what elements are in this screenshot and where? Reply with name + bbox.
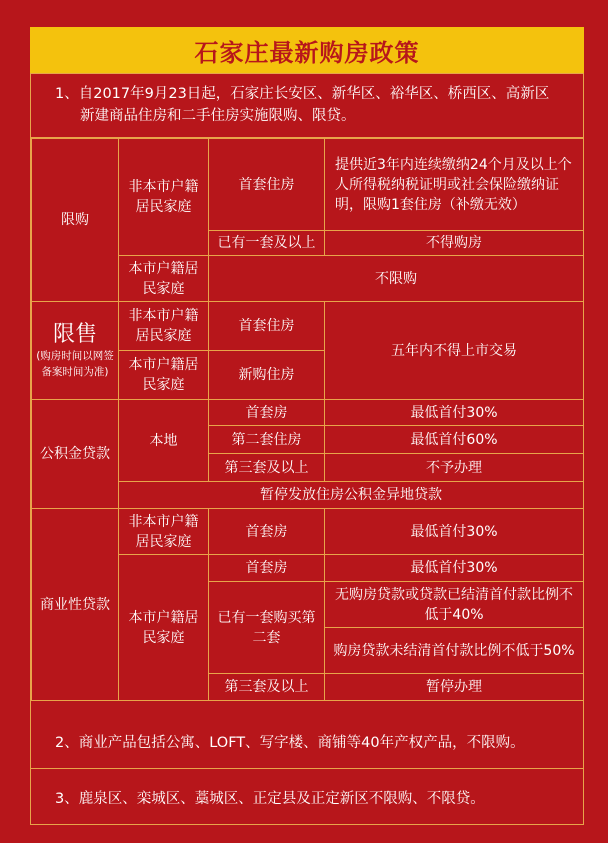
xiangou-label: 限购 bbox=[32, 139, 119, 302]
intro-line-1: 1、自2017年9月23日起，石家庄长安区、新华区、裕华区、桥西区、高新区 bbox=[55, 86, 550, 102]
xiangou-local-rule: 不限购 bbox=[209, 256, 584, 302]
gongjijin-second-rule: 最低首付60% bbox=[325, 426, 584, 454]
note-commercial-products: 2、商业产品包括公寓、LOFT、写字楼、商铺等40年产权产品，不限购。 bbox=[31, 715, 583, 769]
shangye-second: 已有一套购买第二套 bbox=[209, 582, 325, 674]
xiangou-nonlocal: 非本市户籍居民家庭 bbox=[119, 139, 209, 256]
gongjijin-label: 公积金贷款 bbox=[32, 400, 119, 509]
gongjijin-second: 第二套住房 bbox=[209, 426, 325, 454]
shangye-nonlocal: 非本市户籍居民家庭 bbox=[119, 509, 209, 555]
intro-line-2: 新建商品住房和二手住房实施限购、限贷。 bbox=[80, 108, 356, 124]
xianshou-new-home: 新购住房 bbox=[209, 351, 325, 400]
xianshou-cell bbox=[32, 302, 119, 400]
shangye-third: 第三套及以上 bbox=[209, 674, 325, 701]
xianshou-note: (购房时间以网签备案时间为准) bbox=[36, 349, 114, 378]
xianshou-local: 本市户籍居民家庭 bbox=[119, 351, 209, 400]
shangye-second-rule-b: 购房贷款未结清首付款比例不低于50% bbox=[325, 628, 584, 674]
shangye-nonlocal-first: 首套房 bbox=[209, 509, 325, 555]
xianshou-first-home: 首套住房 bbox=[209, 302, 325, 351]
shangye-second-rule-a: 无购房贷款或贷款已结清首付款比例不低于40% bbox=[325, 582, 584, 628]
shangye-third-rule: 暂停办理 bbox=[325, 674, 584, 701]
xiangou-first-home-rule: 提供近3年内连续缴纳24个月及以上个人所得税纳税证明或社会保险缴纳证明，限购1套住房（补缴无效） bbox=[325, 139, 584, 231]
shangye-local: 本市户籍居民家庭 bbox=[119, 555, 209, 701]
shangye-local-first-rule: 最低首付30% bbox=[325, 555, 584, 582]
gongjijin-first: 首套房 bbox=[209, 400, 325, 426]
xiangou-has-one: 已有一套及以上 bbox=[209, 231, 325, 256]
gongjijin-third: 第三套及以上 bbox=[209, 454, 325, 482]
shangye-nonlocal-first-rule: 最低首付30% bbox=[325, 509, 584, 555]
page-title: 石家庄最新购房政策 bbox=[30, 27, 584, 73]
policy-table bbox=[31, 138, 584, 701]
xiangou-local: 本市户籍居民家庭 bbox=[119, 256, 209, 302]
gongjijin-first-rule: 最低首付30% bbox=[325, 400, 584, 426]
xiangou-first-home: 首套住房 bbox=[209, 139, 325, 231]
intro-paragraph bbox=[31, 74, 583, 138]
xiangou-has-one-rule: 不得购房 bbox=[325, 231, 584, 256]
xianshou-rule: 五年内不得上市交易 bbox=[325, 302, 584, 400]
xianshou-label: 限售 bbox=[52, 321, 97, 347]
shangye-local-first: 首套房 bbox=[209, 555, 325, 582]
gongjijin-local: 本地 bbox=[119, 400, 209, 482]
note-excluded-districts: 3、鹿泉区、栾城区、藁城区、正定县及正定新区不限购、不限贷。 bbox=[55, 790, 485, 807]
xianshou-nonlocal: 非本市户籍居民家庭 bbox=[119, 302, 209, 351]
gongjijin-third-rule: 不予办理 bbox=[325, 454, 584, 482]
gongjijin-remote: 暂停发放住房公积金异地贷款 bbox=[119, 482, 584, 509]
shangye-label: 商业性贷款 bbox=[32, 509, 119, 701]
